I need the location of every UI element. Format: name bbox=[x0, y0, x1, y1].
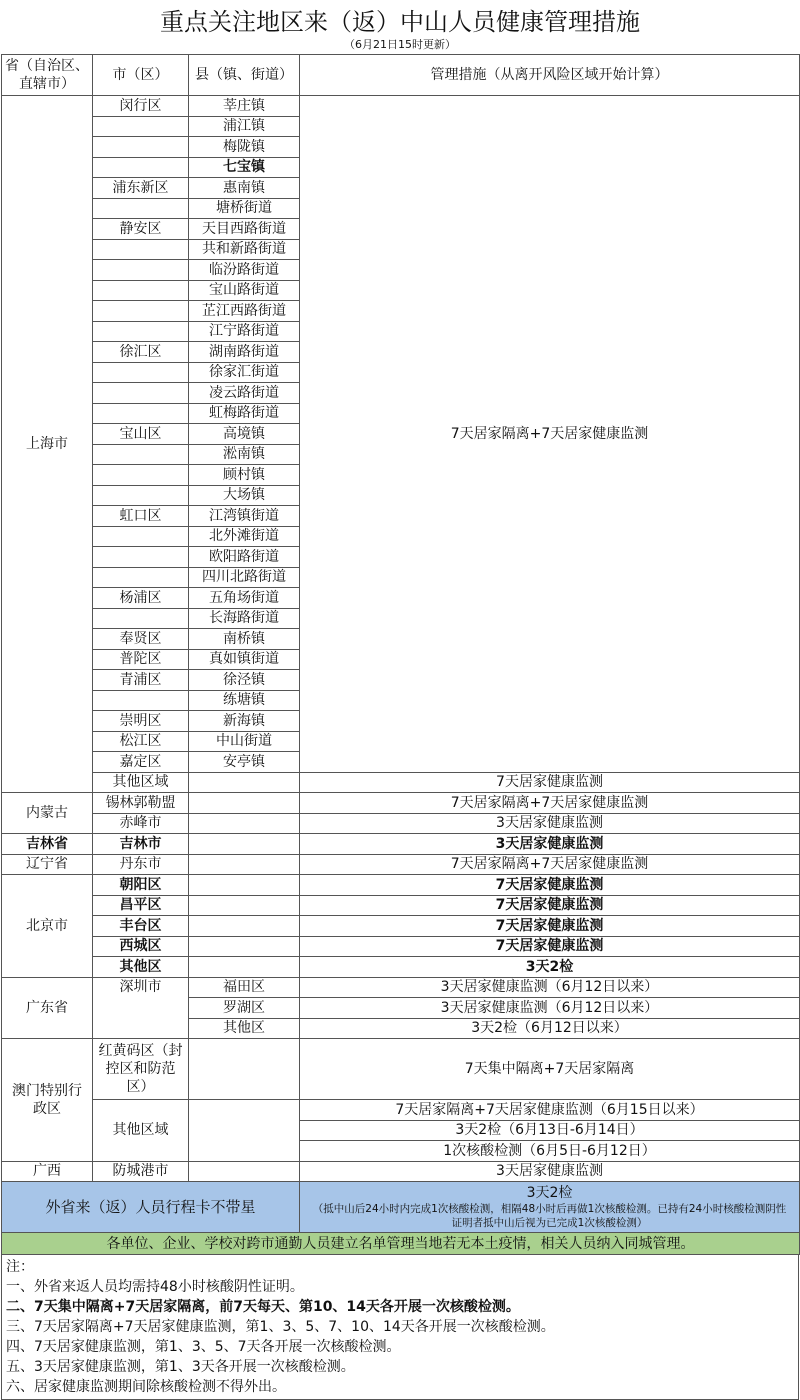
county-cell: 徐泾镇 bbox=[189, 670, 300, 691]
city-cell bbox=[93, 239, 189, 260]
county-cell: 江宁路街道 bbox=[189, 321, 300, 342]
measure-cell: 7天居家隔离+7天居家健康监测 bbox=[300, 854, 800, 875]
county-cell: 欧阳路街道 bbox=[189, 547, 300, 568]
county-cell bbox=[189, 1161, 300, 1182]
county-cell: 四川北路街道 bbox=[189, 567, 300, 588]
county-cell: 顾村镇 bbox=[189, 465, 300, 486]
measure-cell: 1次核酸检测（6月5日-6月12日） bbox=[300, 1141, 800, 1162]
county-cell bbox=[189, 895, 300, 916]
city-cell bbox=[93, 301, 189, 322]
measure-cell: 3天2检（6月13日-6月14日） bbox=[300, 1120, 800, 1141]
city-cell bbox=[93, 362, 189, 383]
county-cell: 七宝镇 bbox=[189, 157, 300, 178]
header-county: 县（镇、街道） bbox=[189, 55, 300, 96]
table-row bbox=[2, 96, 800, 117]
header-measure: 管理措施（从离开风险区域开始计算） bbox=[300, 55, 800, 96]
city-cell: 西城区 bbox=[93, 936, 189, 957]
measure-cell: 3天2检 bbox=[300, 957, 800, 978]
measure-cell: 7天居家隔离+7天居家健康监测 bbox=[300, 793, 800, 814]
province-cell: 广西 bbox=[2, 1161, 93, 1182]
county-cell: 南桥镇 bbox=[189, 629, 300, 650]
table-row bbox=[2, 977, 800, 998]
county-cell bbox=[189, 772, 300, 793]
header-city: 市（区） bbox=[93, 55, 189, 96]
measure-cell: 3天居家健康监测（6月12日以来） bbox=[300, 998, 800, 1019]
county-cell: 江湾镇街道 bbox=[189, 506, 300, 527]
city-cell: 普陀区 bbox=[93, 649, 189, 670]
county-cell: 北外滩街道 bbox=[189, 526, 300, 547]
city-cell bbox=[93, 485, 189, 506]
update-time: （6月21日15时更新） bbox=[344, 38, 456, 51]
city-cell: 赤峰市 bbox=[93, 813, 189, 834]
province-cell: 北京市 bbox=[2, 875, 93, 978]
city-cell bbox=[93, 526, 189, 547]
city-cell: 深圳市 bbox=[93, 977, 189, 1039]
city-cell: 其他区域 bbox=[93, 1100, 189, 1162]
city-cell: 昌平区 bbox=[93, 895, 189, 916]
header-row bbox=[2, 55, 800, 96]
city-cell bbox=[93, 137, 189, 158]
note-line: 一、外省来返人员均需持48小时核酸阴性证明。 bbox=[6, 1279, 304, 1295]
city-cell: 奉贤区 bbox=[93, 629, 189, 650]
measure-cell: 3天居家健康监测 bbox=[300, 813, 800, 834]
county-cell bbox=[189, 1039, 300, 1100]
county-cell: 新海镇 bbox=[189, 711, 300, 732]
city-cell: 丹东市 bbox=[93, 854, 189, 875]
city-cell bbox=[93, 260, 189, 281]
commuter-note: 各单位、企业、学校对跨市通勤人员建立名单管理当地若无本土疫情，相关人员纳入同城管理。 bbox=[2, 1233, 800, 1255]
city-cell: 锡林郭勒盟 bbox=[93, 793, 189, 814]
measure-cell: 7天居家健康监测 bbox=[300, 895, 800, 916]
county-cell: 其他区 bbox=[189, 1018, 300, 1039]
county-cell: 真如镇街道 bbox=[189, 649, 300, 670]
travel-card-row bbox=[2, 1182, 800, 1233]
city-cell bbox=[93, 383, 189, 404]
city-cell bbox=[93, 547, 189, 568]
table-row bbox=[2, 834, 800, 855]
province-cell: 辽宁省 bbox=[2, 854, 93, 875]
city-cell: 松江区 bbox=[93, 731, 189, 752]
county-cell bbox=[189, 1100, 300, 1162]
county-cell: 凌云路街道 bbox=[189, 383, 300, 404]
county-cell: 长海路街道 bbox=[189, 608, 300, 629]
measure-cell: 7天集中隔离+7天居家隔离 bbox=[300, 1039, 800, 1100]
commuter-note-row bbox=[2, 1233, 800, 1255]
city-cell: 虹口区 bbox=[93, 506, 189, 527]
county-cell: 罗湖区 bbox=[189, 998, 300, 1019]
table-row bbox=[2, 854, 800, 875]
city-cell: 丰台区 bbox=[93, 916, 189, 937]
city-cell: 红黄码区（封控区和防范区） bbox=[93, 1039, 189, 1100]
table-row bbox=[2, 936, 800, 957]
county-cell: 高境镇 bbox=[189, 424, 300, 445]
city-cell bbox=[93, 116, 189, 137]
county-cell: 共和新路街道 bbox=[189, 239, 300, 260]
county-cell: 塘桥街道 bbox=[189, 198, 300, 219]
measure-cell: 7天居家健康监测 bbox=[300, 772, 800, 793]
city-cell bbox=[93, 403, 189, 424]
measure-cell: 7天居家隔离+7天居家健康监测 bbox=[300, 96, 800, 773]
measure-cell: 7天居家隔离+7天居家健康监测（6月15日以来） bbox=[300, 1100, 800, 1121]
city-cell: 嘉定区 bbox=[93, 752, 189, 773]
table-row bbox=[2, 1039, 800, 1100]
province-cell: 上海市 bbox=[2, 96, 93, 793]
city-cell bbox=[93, 198, 189, 219]
county-cell: 天目西路街道 bbox=[189, 219, 300, 240]
measure-cell: 3天2检（6月12日以来） bbox=[300, 1018, 800, 1039]
city-cell: 杨浦区 bbox=[93, 588, 189, 609]
city-cell bbox=[93, 690, 189, 711]
note-line: 五、3天居家健康监测，第1、3天各开展一次核酸检测。 bbox=[6, 1359, 355, 1375]
province-cell: 内蒙古 bbox=[2, 793, 93, 834]
city-cell: 静安区 bbox=[93, 219, 189, 240]
city-cell: 青浦区 bbox=[93, 670, 189, 691]
measure-cell: 7天居家健康监测 bbox=[300, 875, 800, 896]
county-cell bbox=[189, 957, 300, 978]
county-cell: 安亭镇 bbox=[189, 752, 300, 773]
document bbox=[1, 0, 799, 1400]
county-cell: 浦江镇 bbox=[189, 116, 300, 137]
county-cell: 练塘镇 bbox=[189, 690, 300, 711]
measure-cell: 3天居家健康监测（6月12日以来） bbox=[300, 977, 800, 998]
county-cell bbox=[189, 936, 300, 957]
note-line: 注： bbox=[6, 1259, 34, 1275]
note-line: 三、7天居家隔离+7天居家健康监测，第1、3、5、7、10、14天各开展一次核酸检测。 bbox=[6, 1319, 555, 1335]
county-cell: 中山街道 bbox=[189, 731, 300, 752]
city-cell: 浦东新区 bbox=[93, 178, 189, 199]
county-cell bbox=[189, 854, 300, 875]
travel-card-measure bbox=[300, 1182, 800, 1233]
province-cell: 澳门特别行政区 bbox=[2, 1039, 93, 1162]
county-cell bbox=[189, 813, 300, 834]
table-row bbox=[2, 957, 800, 978]
county-cell: 临汾路街道 bbox=[189, 260, 300, 281]
city-cell bbox=[93, 444, 189, 465]
province-cell: 吉林省 bbox=[2, 834, 93, 855]
county-cell: 大场镇 bbox=[189, 485, 300, 506]
table-row bbox=[2, 875, 800, 896]
table-row bbox=[2, 1161, 800, 1182]
city-cell: 吉林市 bbox=[93, 834, 189, 855]
city-cell bbox=[93, 608, 189, 629]
county-cell bbox=[189, 875, 300, 896]
header-province: 省（自治区、直辖市） bbox=[2, 55, 93, 96]
city-cell bbox=[93, 280, 189, 301]
city-cell: 徐汇区 bbox=[93, 342, 189, 363]
page-title: 重点关注地区来（返）中山人员健康管理措施 bbox=[160, 8, 640, 36]
county-cell: 五角场街道 bbox=[189, 588, 300, 609]
county-cell: 梅陇镇 bbox=[189, 137, 300, 158]
note-line: 六、居家健康监测期间除核酸检测不得外出。 bbox=[6, 1379, 286, 1395]
county-cell: 莘庄镇 bbox=[189, 96, 300, 117]
travel-card-label: 外省来（返）人员行程卡不带星 bbox=[2, 1182, 300, 1233]
measure-cell: 3天居家健康监测 bbox=[300, 1161, 800, 1182]
table-row bbox=[2, 916, 800, 937]
measure-cell: 7天居家健康监测 bbox=[300, 936, 800, 957]
city-cell: 崇明区 bbox=[93, 711, 189, 732]
note-line: 二、7天集中隔离+7天居家隔离，前7天每天、第10、14天各开展一次核酸检测。 bbox=[6, 1299, 520, 1315]
province-cell: 广东省 bbox=[2, 977, 93, 1039]
note-line: 四、7天居家健康监测，第1、3、5、7天各开展一次核酸检测。 bbox=[6, 1339, 401, 1355]
city-cell: 防城港市 bbox=[93, 1161, 189, 1182]
notes-section bbox=[1, 1255, 799, 1400]
city-cell: 朝阳区 bbox=[93, 875, 189, 896]
city-cell bbox=[93, 321, 189, 342]
table-row bbox=[2, 895, 800, 916]
travel-card-detail: （抵中山后24小时内完成1次核酸检测，相隔48小时后再做1次核酸检测。已持有24小时核酸检测阴性证明者抵中山后视为已完成1次核酸检测） bbox=[312, 1203, 787, 1229]
county-cell bbox=[189, 834, 300, 855]
city-cell bbox=[93, 157, 189, 178]
city-cell bbox=[93, 567, 189, 588]
county-cell: 淞南镇 bbox=[189, 444, 300, 465]
county-cell: 虹梅路街道 bbox=[189, 403, 300, 424]
county-cell: 徐家汇街道 bbox=[189, 362, 300, 383]
county-cell bbox=[189, 793, 300, 814]
table-row bbox=[2, 772, 800, 793]
city-cell: 其他区 bbox=[93, 957, 189, 978]
city-cell: 宝山区 bbox=[93, 424, 189, 445]
measure-cell: 7天居家健康监测 bbox=[300, 916, 800, 937]
county-cell: 惠南镇 bbox=[189, 178, 300, 199]
travel-card-measure-main: 3天2检 bbox=[526, 1185, 573, 1201]
city-cell bbox=[93, 465, 189, 486]
city-cell: 闵行区 bbox=[93, 96, 189, 117]
measures-table bbox=[1, 54, 800, 1255]
table-row bbox=[2, 793, 800, 814]
county-cell: 福田区 bbox=[189, 977, 300, 998]
county-cell: 湖南路街道 bbox=[189, 342, 300, 363]
table-row bbox=[2, 1100, 800, 1121]
table-row bbox=[2, 813, 800, 834]
county-cell bbox=[189, 916, 300, 937]
county-cell: 芷江西路街道 bbox=[189, 301, 300, 322]
city-cell: 其他区域 bbox=[93, 772, 189, 793]
county-cell: 宝山路街道 bbox=[189, 280, 300, 301]
measure-cell: 3天居家健康监测 bbox=[300, 834, 800, 855]
